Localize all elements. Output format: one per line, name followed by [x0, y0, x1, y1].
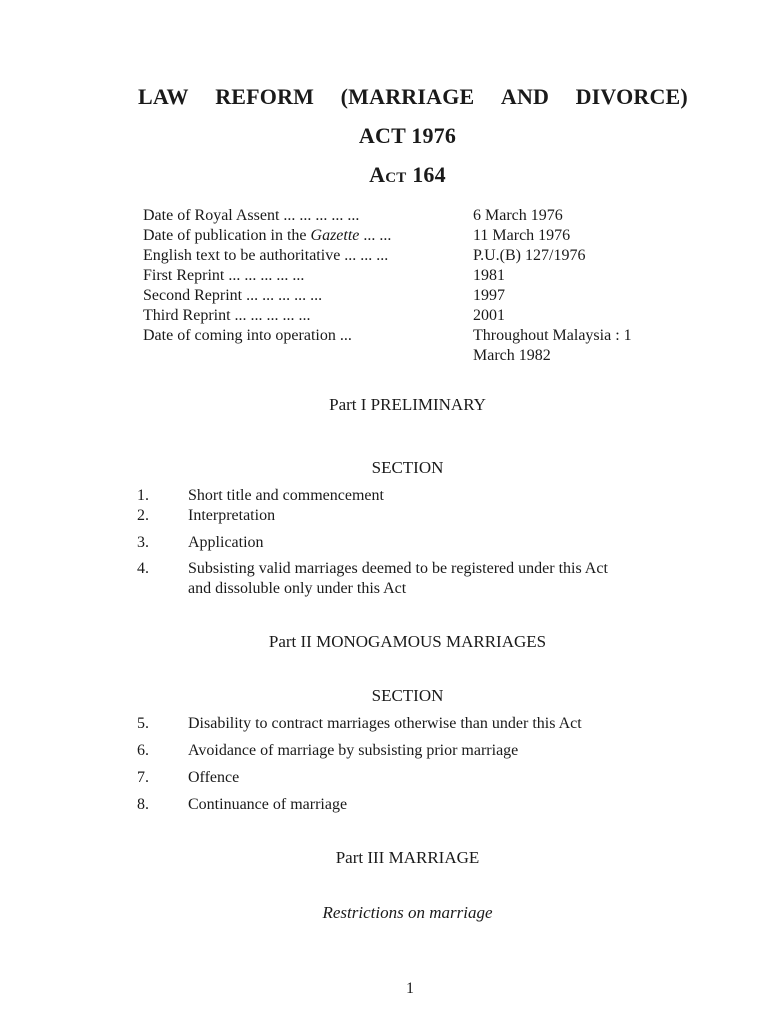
title-word: (MARRIAGE: [340, 84, 475, 109]
section-number: 1.: [137, 487, 149, 504]
part3-subheading: Restrictions on marriage: [322, 903, 493, 922]
section-number: 8.: [137, 796, 149, 813]
info-row-operation: [143, 326, 688, 366]
section-number: 2.: [137, 507, 149, 524]
section-number: 5.: [137, 715, 149, 732]
section-number: 3.: [137, 534, 149, 551]
part2-section-label: SECTION: [371, 686, 444, 705]
info-value: 1997: [473, 287, 505, 304]
part3-heading: Part III MARRIAGE: [335, 848, 480, 867]
part2-section-list: [137, 714, 697, 815]
info-label: Third Reprint ... ... ... ... ...: [143, 307, 311, 324]
list-item: [137, 486, 697, 506]
info-value: 6 March 1976: [473, 207, 563, 224]
section-title: Interpretation: [188, 507, 276, 524]
section-title: Application: [188, 534, 264, 551]
info-row-third-reprint: [143, 306, 688, 326]
section-number: 7.: [137, 769, 149, 786]
section-title: Offence: [188, 769, 240, 786]
list-item: [137, 506, 697, 526]
title-word: LAW: [138, 84, 189, 109]
act-title-year: ACT 1976: [358, 123, 457, 148]
act-title-line1: [138, 84, 688, 110]
section-title: Subsisting valid marriages deemed to be registered under this Act and dissoluble only under this Act: [188, 560, 608, 597]
section-title: Disability to contract marriages otherwise than under this Act: [188, 715, 582, 732]
act-info-table: [143, 206, 688, 366]
info-label: English text to be authoritative ... ... ...: [143, 247, 389, 264]
section-title: Continuance of marriage: [188, 796, 348, 813]
info-label: First Reprint ... ... ... ... ...: [143, 267, 305, 284]
info-label: Date of publication in the Gazette ... ...: [143, 227, 392, 244]
part1-section-label: SECTION: [371, 458, 444, 477]
part2-heading: Part II MONOGAMOUS MARRIAGES: [268, 632, 547, 651]
info-row-english-text: [143, 246, 688, 266]
info-value: 11 March 1976: [473, 227, 571, 244]
info-value: 1981: [473, 267, 505, 284]
section-number: 4.: [137, 560, 149, 577]
section-number: 6.: [137, 742, 149, 759]
list-item: [137, 768, 697, 788]
part1-section-list: [137, 486, 697, 599]
info-row-first-reprint: [143, 266, 688, 286]
list-item: [137, 714, 697, 734]
act-number: Act 164: [369, 162, 446, 187]
info-row-second-reprint: [143, 286, 688, 306]
title-word: DIVORCE): [575, 84, 688, 109]
info-label: Second Reprint ... ... ... ... ...: [143, 287, 323, 304]
list-item: [137, 533, 697, 553]
section-title: Short title and commencement: [188, 487, 384, 504]
list-item: [137, 741, 697, 761]
info-label: Date of coming into operation ...: [143, 327, 352, 344]
info-row-publication: [143, 226, 688, 246]
page-number: 1: [406, 980, 414, 997]
title-word: AND: [500, 84, 550, 109]
info-value-line: March 1982: [473, 347, 551, 364]
title-word: REFORM: [215, 84, 315, 109]
list-item: [137, 559, 697, 599]
info-value: 2001: [473, 307, 505, 324]
info-row-royal-assent: [143, 206, 688, 226]
part1-heading: Part I PRELIMINARY: [329, 395, 486, 414]
info-value: [473, 326, 688, 366]
info-value-line: Throughout Malaysia : 1: [473, 327, 632, 344]
info-label: Date of Royal Assent ... ... ... ... ...: [143, 207, 360, 224]
section-title: Avoidance of marriage by subsisting prior marriage: [188, 742, 519, 759]
list-item: [137, 795, 697, 815]
info-value: P.U.(B) 127/1976: [473, 247, 586, 264]
